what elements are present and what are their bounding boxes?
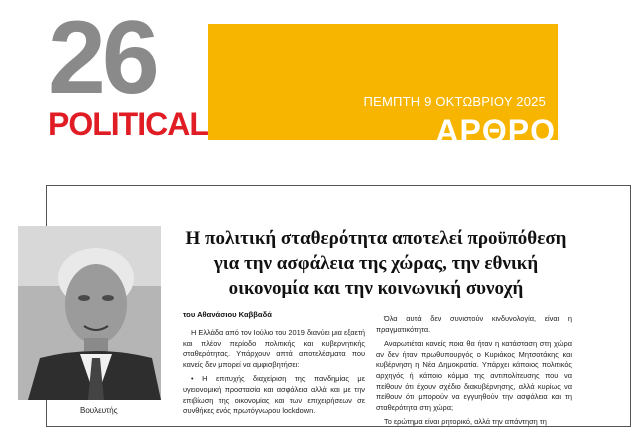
masthead-banner — [208, 24, 558, 149]
article-column-left — [183, 328, 365, 418]
paragraph: • Η επιτυχής διαχείριση της πανδημίας με υγειονομική προστασία και ασφάλεια αλλά και με την επιβίωση της οικονομίας και των επιχειρήσεων σε συνθήκες ενός πρωτόγνωρου lockdown. — [183, 374, 365, 416]
article-headline — [176, 226, 576, 301]
issue-date: ΠΕΜΠΤΗ 9 ΟΚΤΩΒΡΙΟΥ 2025 — [363, 94, 546, 109]
article-type-label: ΑΡΘΡΟ — [435, 113, 556, 149]
paragraph: Αναρωτιέται κανείς ποια θα ήταν η κατάσταση στη χώρα αν δεν ήταν πρωθυπουργός ο Κυριάκος Μητσοτάκης και κυβέρνηση η Νέα Δημοκρατία. Υπάρχει κάποιος πολιτικός αρχηγός ή κάποιο κόμμα της αντιπολίτευσης που να πείθουν ότι έχουν σχέδιο διακυβέρνησης, αλλά κυρίως να πείθουν ότι μπορούν να εγγυηθούν την ασφάλεια και τη σταθερότητα στη χώρα; — [376, 339, 572, 412]
paragraph: Η Ελλάδα από τον Ιούλιο του 2019 διανύει μια εξαετή και πλέον περίοδο πολιτικής και κυβερνητικής σταθερότητας. Υπάρχουν απτά αποτελέσματα που κανείς δεν μπορεί να αμφισβητήσει: — [183, 328, 365, 369]
article-byline: του Αθανάσιου Καββαδά — [183, 310, 272, 319]
paragraph: Το ερώτημα είναι ρητορικό, αλλά την απάντηση τη — [384, 417, 547, 427]
article-column-right — [376, 314, 572, 427]
headline-line: για την ασφάλεια της χώρας, την εθνική — [213, 253, 539, 274]
headline-line: οικονομία και την κοινωνική συνοχή — [228, 278, 524, 299]
paragraph: Όλα αυτά δεν συνιστούν κινδυνολογία, είναι η πραγματικότητα. — [376, 314, 572, 334]
portrait-image — [18, 226, 161, 400]
section-label: POLITICAL — [48, 106, 208, 142]
photo-caption: Βουλευτής — [80, 406, 118, 415]
headline-line: Η πολιτική σταθερότητα αποτελεί προϋπόθεση — [185, 228, 567, 249]
author-photo — [18, 226, 161, 400]
page-number: 26 — [48, 0, 156, 116]
